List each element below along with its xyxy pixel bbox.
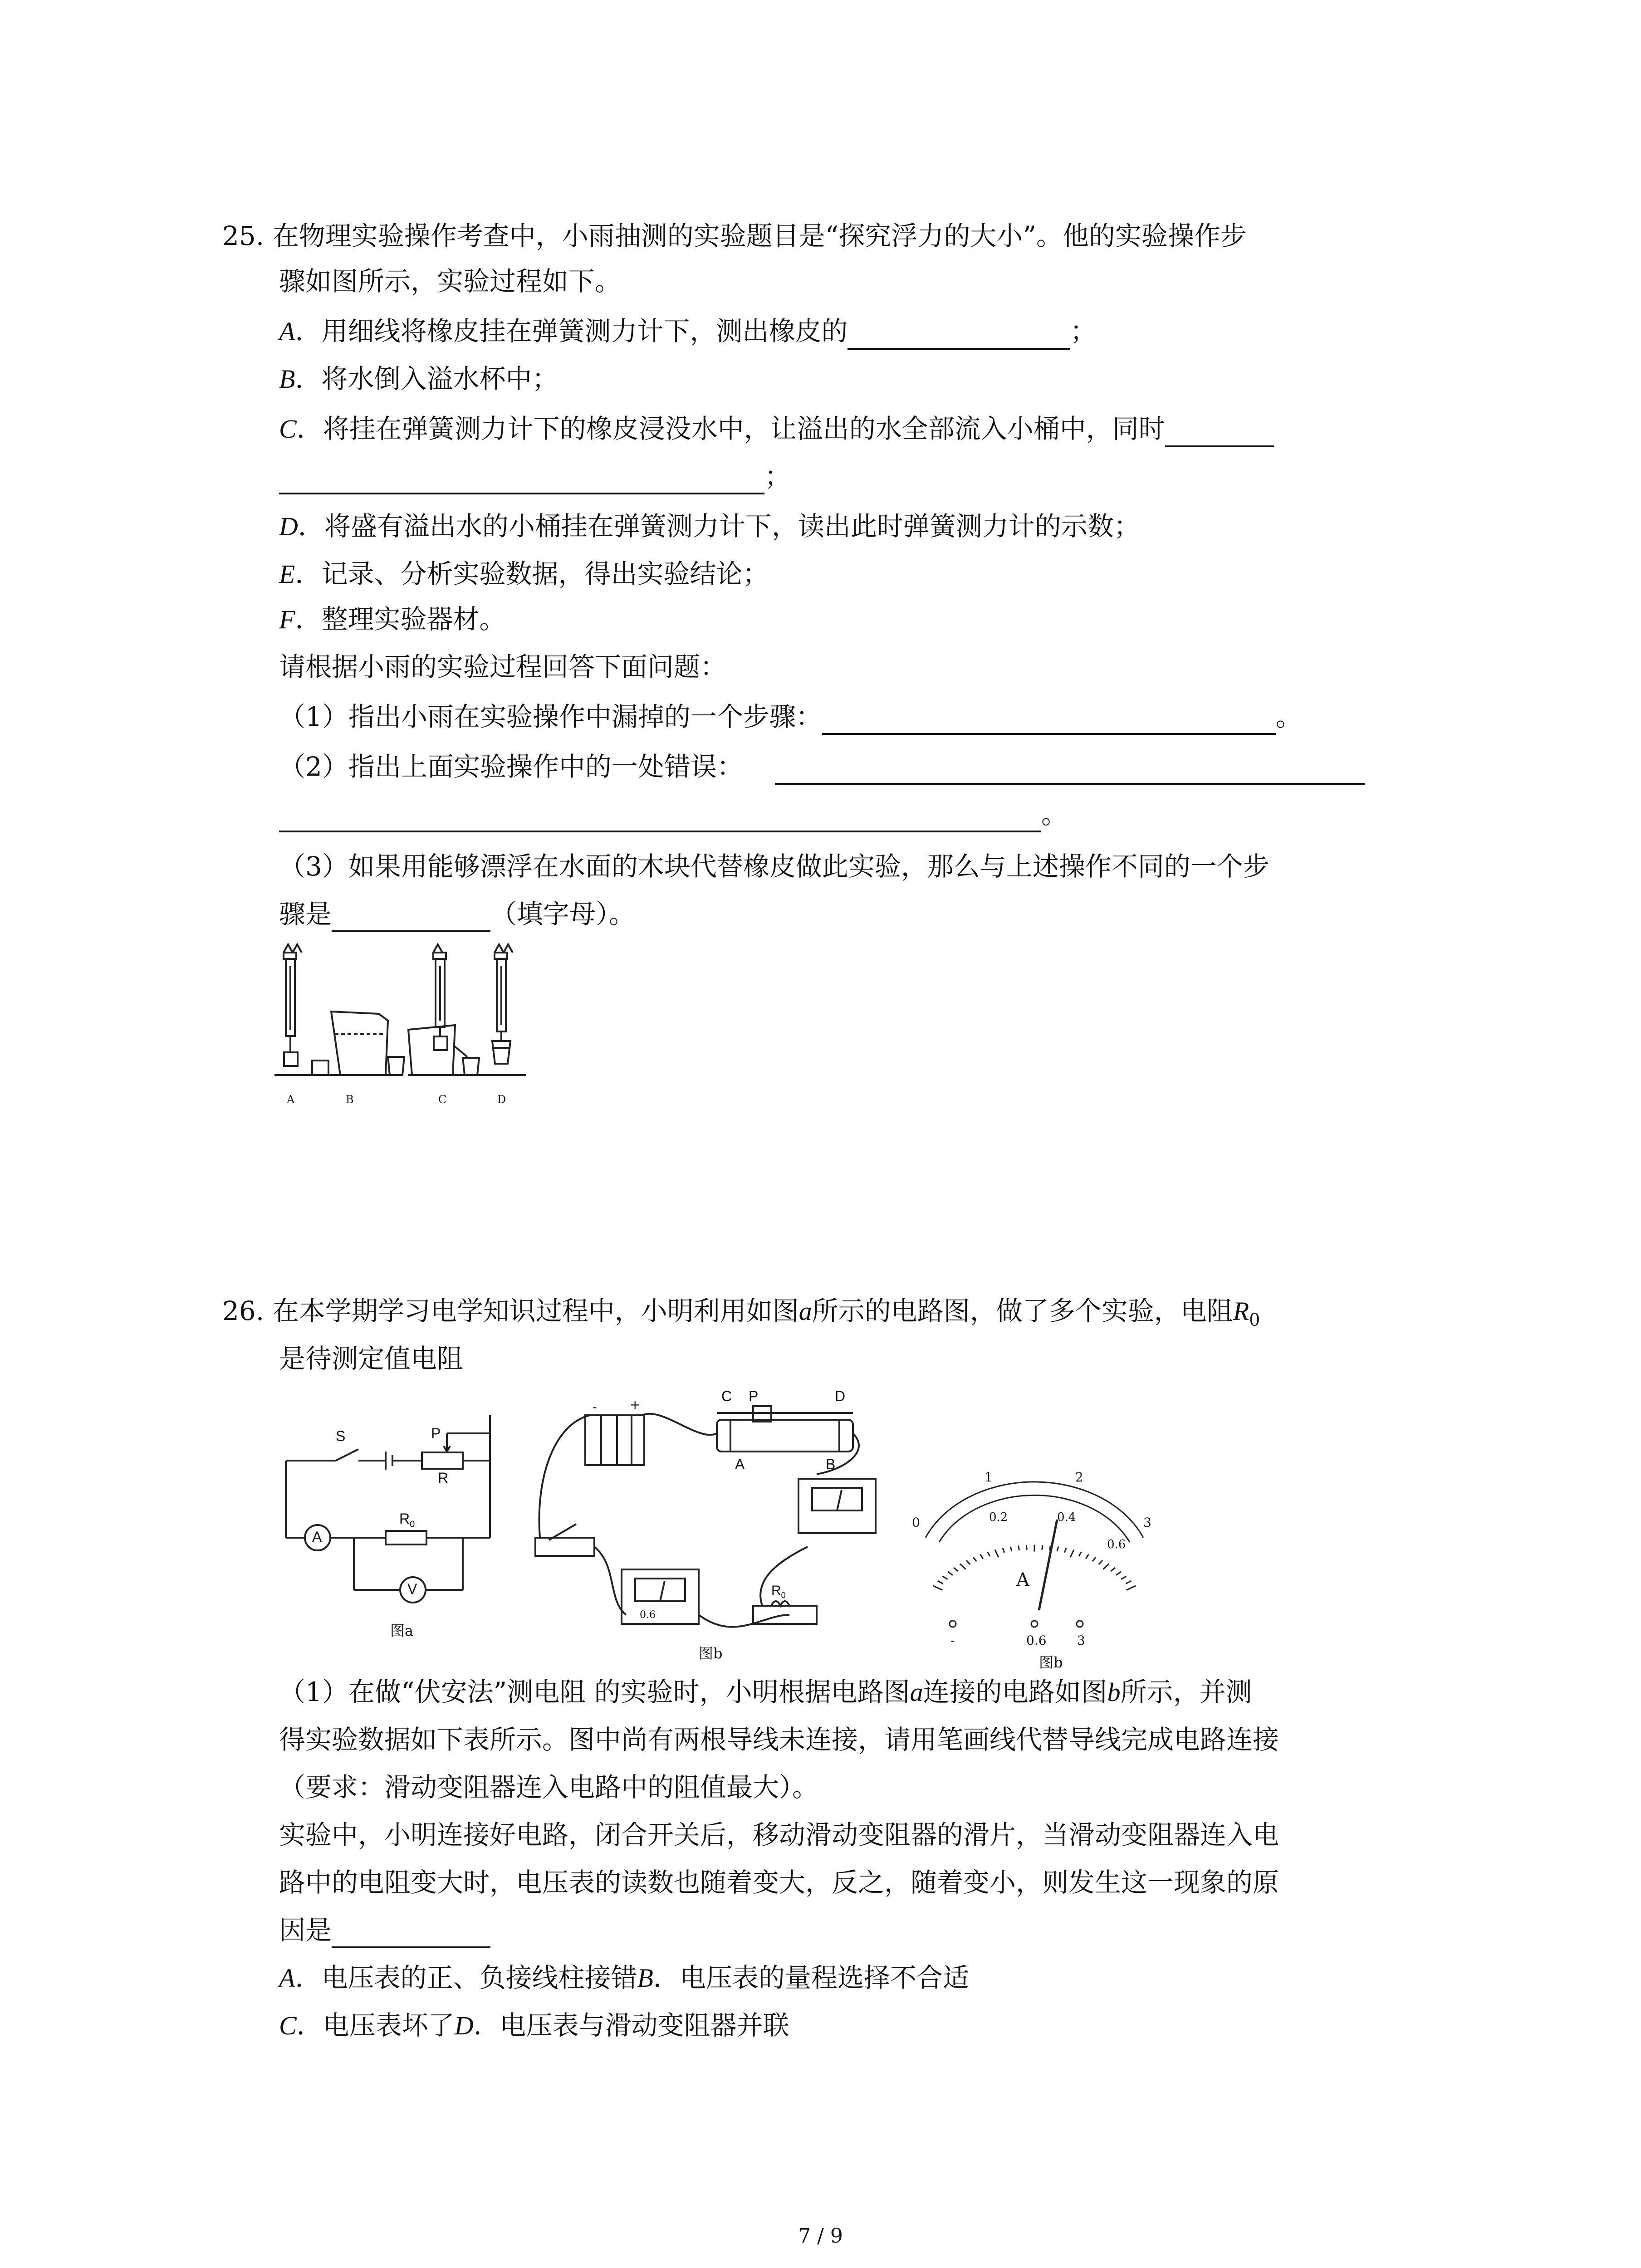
- q25-step-c-text: ．将挂在弹簧测力计下的橡皮浸没水中，让溢出的水全部流入小桶中，同时: [296, 413, 1165, 444]
- fig-a-label-p: P: [431, 1425, 441, 1442]
- meter-tick: [1127, 1586, 1136, 1590]
- fig-a-r0-sub: 0: [410, 1519, 415, 1530]
- fig-a-r0-label: [399, 1510, 415, 1530]
- meter-tick: [966, 1560, 970, 1564]
- q25-step-c-cont: [279, 458, 791, 494]
- q25-step-a-letter: A: [279, 317, 295, 346]
- q25-sub2-blank2[interactable]: [279, 802, 1041, 832]
- q26-opt-a-letter: A: [279, 1963, 295, 1993]
- q26-intro-var-r: R: [1233, 1296, 1249, 1326]
- q26-sub1-line1: [279, 1674, 1252, 1711]
- meter-tick: [1042, 1545, 1043, 1550]
- meter-tick: [948, 1572, 953, 1575]
- q26-intro-text-b: 所示的电路图，做了多个实验，电阻: [812, 1295, 1233, 1326]
- q25-number: 25.: [222, 220, 265, 251]
- meter-tick: [1003, 1548, 1004, 1553]
- q26-sub1-text-b: 连接的电路如图: [923, 1677, 1107, 1707]
- q26-sub1-var-b: b: [1107, 1677, 1121, 1707]
- meter-tick: [938, 1581, 943, 1584]
- q25-sub2-blank1[interactable]: [775, 755, 1365, 785]
- q25-step-c-blank1[interactable]: [1165, 417, 1274, 447]
- q25-step-f-letter: F: [279, 605, 295, 634]
- q26-sub1-line3: （要求：滑动变阻器连入电路中的阻值最大）。: [279, 1772, 819, 1803]
- q25-step-c-letter: C: [279, 414, 297, 444]
- meter-terminal-neg: -: [950, 1633, 955, 1648]
- q26-opt-b-letter: B: [637, 1963, 653, 1993]
- fig-a-ammeter-label: A: [312, 1529, 322, 1545]
- q25-sub1: [279, 699, 1302, 735]
- q25-step-b: [279, 361, 558, 397]
- q25-step-d-text: ．将盛有溢出水的小桶挂在弹簧测力计下，读出此时弹簧测力计的示数；: [298, 511, 1140, 542]
- q25-step-f: [279, 601, 505, 638]
- fig-a-caption: 图a: [390, 1622, 414, 1639]
- q25-sub2: [279, 748, 1365, 785]
- q25-sub3-line1: （3）如果用能够漂浮在水面的木块代替橡皮做此实验，那么与上述操作不同的一个步: [279, 851, 1269, 882]
- fig-b-label-b: B: [826, 1456, 836, 1472]
- meter-tick: [1079, 1552, 1082, 1556]
- q25-fig-label-d: D: [497, 1093, 506, 1106]
- q26-opt-a-text: ．电压表的正、负接线柱接错: [295, 1962, 637, 1993]
- q25-sub3-text-b: （填字母）。: [490, 899, 636, 929]
- meter-top-2: 2: [1075, 1470, 1083, 1485]
- q26-intro-var-a: a: [798, 1296, 812, 1326]
- q25-step-c-blank2[interactable]: [279, 464, 764, 494]
- q25-intro-text1: 在物理实验操作考查中，小雨抽测的实验题目是“探究浮力的大小”。他的实验操作步: [272, 220, 1247, 251]
- meter-tick: [1103, 1564, 1109, 1569]
- q25-fig-label-c: C: [438, 1093, 447, 1106]
- meter-inner-06: 0.6: [1107, 1538, 1126, 1551]
- q25-step-e-text: ．记录、分析实验数据，得出实验结论；: [295, 558, 769, 589]
- fig-b-r0-sub: 0: [781, 1591, 786, 1600]
- meter-inner-02: 0.2: [989, 1510, 1008, 1524]
- q26-para-line3: [279, 1912, 490, 1948]
- q26-opt-b-text: ．电压表的量程选择不合适: [653, 1962, 969, 1993]
- q25-fig-label-b: B: [346, 1093, 354, 1106]
- fig-b-plus: +: [630, 1397, 641, 1412]
- q25-fig-label-a: A: [287, 1093, 295, 1106]
- meter-tick: [1116, 1572, 1121, 1575]
- fig-b-minus: -: [593, 1399, 597, 1414]
- q26-intro-text-a: 在本学期学习电学知识过程中，小明利用如图: [272, 1295, 799, 1326]
- fig-b-label-p: P: [749, 1388, 759, 1404]
- q26-intro-var-r-sub: 0: [1249, 1310, 1260, 1330]
- q26-sub1-text-a: （1）在做“伏安法”测电阻 的实验时，小明根据电路图: [279, 1677, 910, 1707]
- q25-sub2-cont: [279, 796, 1068, 832]
- meter-caption: 图b: [1039, 1654, 1063, 1671]
- meter-tick: [1057, 1547, 1058, 1552]
- q25-step-e-letter: E: [279, 559, 295, 589]
- q25-step-b-text: ．将水倒入溢水杯中；: [295, 363, 558, 394]
- q26-intro-line2: 是待测定值电阻: [279, 1343, 464, 1374]
- q25-step-d: [279, 508, 1140, 545]
- fig-b-label-c: C: [721, 1388, 732, 1404]
- q26-options-cd: [279, 2007, 789, 2044]
- meter-tick: [1126, 1581, 1132, 1584]
- q25-sub1-end: 。: [1275, 701, 1302, 732]
- fig-b-label-d: D: [835, 1388, 846, 1404]
- meter-terminal-3: 3: [1077, 1633, 1085, 1648]
- q26-para-line2: 路中的电阻变大时，电压表的读数也随着变大，反之，随着变小，则发生这一现象的原: [279, 1867, 1279, 1898]
- q25-sub2-text: （2）指出上面实验操作中的一处错误：: [279, 751, 743, 782]
- q25-step-c-end: ；: [764, 461, 791, 492]
- fig-a-label-r: R: [438, 1470, 449, 1486]
- meter-side-0: 0: [912, 1515, 920, 1530]
- q26-sub1-var-a: a: [910, 1677, 923, 1707]
- q26-opt-d-letter: D: [454, 2011, 474, 2040]
- fig-b-caption: 图b: [699, 1645, 723, 1662]
- meter-tick: [1121, 1576, 1126, 1579]
- q25-sub3-line2: [279, 896, 635, 932]
- q26-answer-blank[interactable]: [332, 1918, 490, 1948]
- fig-b-label-a: A: [735, 1456, 745, 1472]
- meter-tick: [933, 1586, 943, 1590]
- q26-intro-line1: [222, 1293, 1260, 1338]
- fig-b-r0-main: R: [771, 1583, 781, 1598]
- meter-tick: [1111, 1568, 1115, 1571]
- meter-side-3: 3: [1143, 1515, 1151, 1530]
- q26-number: 26.: [222, 1295, 265, 1326]
- q25-step-a-text: ．用细线将橡皮挂在弹簧测力计下，测出橡皮的: [295, 316, 848, 347]
- page-number: 7 / 9: [798, 2224, 843, 2248]
- q25-sub3-text-a: 骤是: [279, 899, 332, 929]
- q26-para-line1: 实验中，小明连接好电路，闭合开关后，移动滑动变阻器的滑片，当滑动变阻器连入电: [279, 1819, 1279, 1850]
- q25-sub1-blank[interactable]: [822, 705, 1276, 735]
- meter-tick: [1064, 1548, 1066, 1553]
- q26-opt-c-text: ．电压表坏了: [296, 2010, 455, 2041]
- q26-sub1-line2: 得实验数据如下表所示。图中尚有两根导线未连接，请用笔画线代替导线完成电路连接: [279, 1724, 1279, 1755]
- meter-tick: [954, 1568, 958, 1571]
- meter-inner-04: 0.4: [1057, 1510, 1076, 1524]
- q25-figure: [272, 939, 544, 1120]
- meter-tick: [943, 1576, 948, 1579]
- fig-a-voltmeter-label: V: [407, 1581, 417, 1597]
- q25-sub2-end: 。: [1041, 799, 1068, 830]
- meter-tick: [995, 1549, 999, 1557]
- q26-opt-d-text: ．电压表与滑动变阻器并联: [473, 2010, 789, 2041]
- q26-meter: [907, 1470, 1161, 1669]
- q26-sub1-text-c: 所示，并测: [1120, 1677, 1252, 1707]
- q26-figure-a: [272, 1402, 526, 1656]
- q26-opt-c-letter: C: [279, 2011, 297, 2040]
- fig-b-ammeter-range: 0.6: [640, 1609, 656, 1621]
- q26-options-ab: [279, 1960, 969, 1996]
- q25-intro-line1: [222, 218, 1247, 254]
- meter-tick: [1026, 1545, 1027, 1550]
- meter-terminal-06: 0.6: [1026, 1633, 1047, 1648]
- meter-tick: [980, 1554, 983, 1559]
- q26-figure-b: [526, 1388, 898, 1665]
- q25-sub3-blank[interactable]: [332, 902, 490, 932]
- q25-step-d-letter: D: [279, 512, 298, 541]
- meter-tick: [1099, 1560, 1102, 1564]
- meter-tick: [1070, 1549, 1074, 1557]
- q25-sub1-text: （1）指出小雨在实验操作中漏掉的一个步骤：: [279, 701, 822, 732]
- fig-a-r0-main: R: [399, 1510, 410, 1527]
- q25-intro-line2: 骤如图所示，实验过程如下。: [279, 266, 622, 297]
- q25-step-a-end: ；: [1070, 316, 1097, 347]
- meter-unit: A: [1016, 1569, 1029, 1590]
- q25-step-f-text: ．整理实验器材。: [295, 604, 506, 635]
- meter-tick: [1010, 1547, 1012, 1552]
- meter-tick: [960, 1564, 966, 1569]
- meter-top-1: 1: [985, 1470, 993, 1485]
- q25-step-b-letter: B: [279, 364, 295, 394]
- meter-tick: [987, 1552, 990, 1556]
- meter-tick: [973, 1557, 977, 1561]
- fig-a-label-s: S: [336, 1428, 346, 1444]
- q26-para-text: 因是: [279, 1915, 332, 1945]
- q25-step-a-blank[interactable]: [847, 320, 1070, 350]
- meter-tick: [1086, 1554, 1089, 1559]
- meter-tick: [1092, 1557, 1096, 1561]
- q25-prompt: 请根据小雨的实验过程回答下面问题：: [279, 651, 727, 682]
- q25-step-c: [279, 411, 1274, 447]
- q25-step-a: [279, 313, 1096, 350]
- q25-step-e: [279, 556, 769, 592]
- fig-b-r0-label: [771, 1583, 786, 1600]
